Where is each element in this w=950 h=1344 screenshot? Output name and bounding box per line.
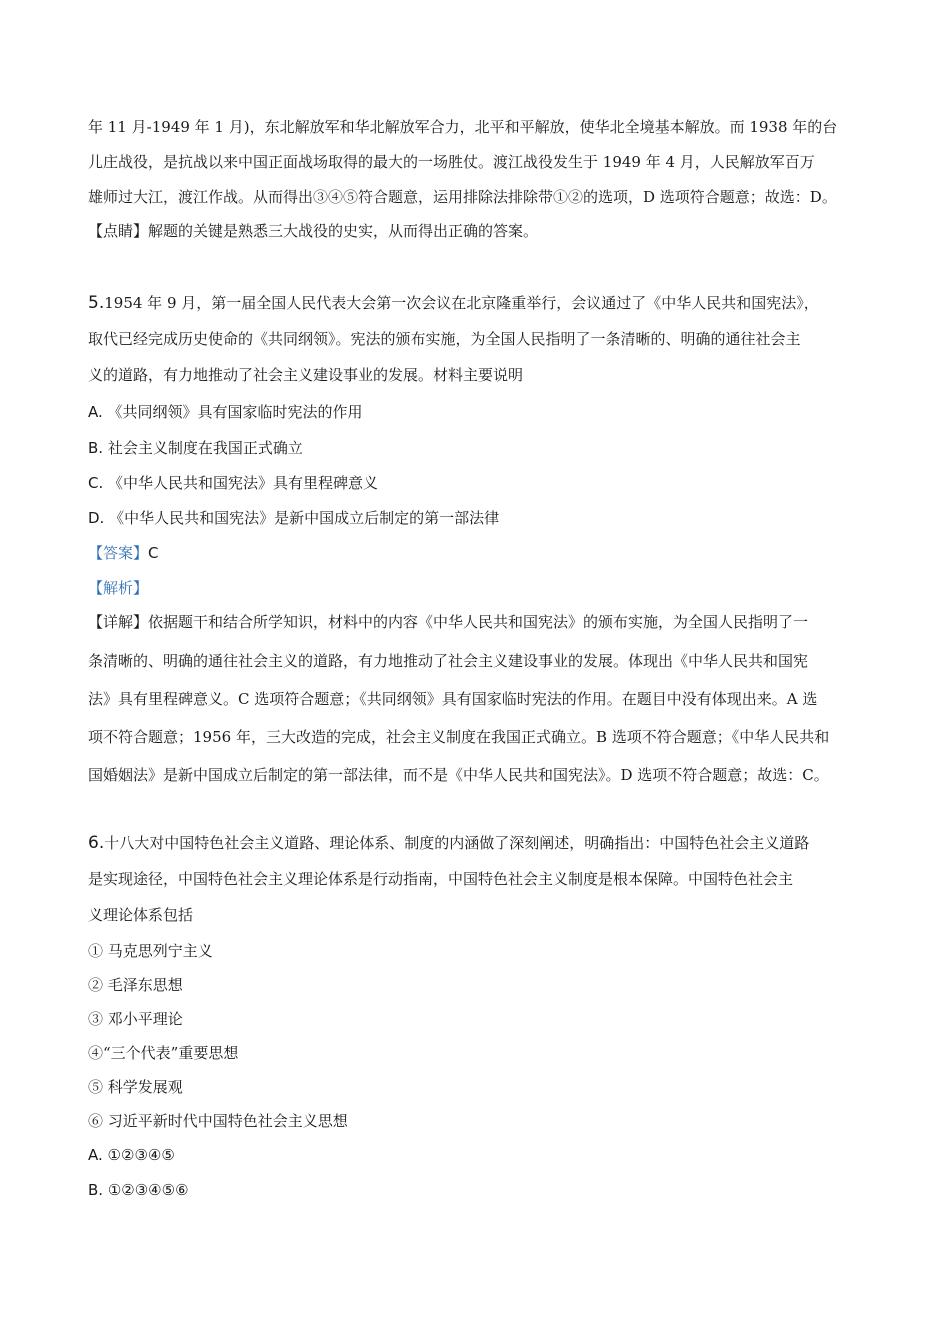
dianjing-tag: 【点睛】 — [88, 222, 149, 240]
q5-option-b-text: 社会主义制度在我国正式确立 — [107, 439, 303, 457]
q6-item-1: ① 马克思列宁主义 — [88, 942, 213, 960]
q5-option-d — [88, 508, 499, 528]
q6-item-5: ⑤ 科学发展观 — [88, 1078, 183, 1096]
q5-detail-text-1: 依据题干和结合所学知识，材料中的内容《中华人民共和国宪法》的颁布实施，为全国人民指明了一 — [148, 613, 809, 631]
q6-option-b-text: ①②③④⑤⑥ — [107, 1181, 189, 1199]
q6-item-4: ④“三个代表”重要思想 — [88, 1044, 239, 1062]
q5-stem-line-1 — [88, 293, 819, 313]
q6-stem-text-1: 十八大对中国特色社会主义道路、理论体系、制度的内涵做了深刻阐述，明确指出：中国特色社会主义道路 — [104, 834, 810, 852]
q5-answer-value: C — [148, 544, 159, 562]
prev-explanation-line-2: 儿庄战役，是抗战以来中国正面战场取得的最大的一场胜仗。渡江战役发生于 1949 年 4 月，人民解放军百万 — [88, 153, 815, 171]
q5-number: 5. — [88, 293, 105, 313]
q5-option-b-letter: B. — [88, 439, 104, 457]
q5-stem-line-2: 取代已经完成历史使命的《共同纲领》。宪法的颁布实施，为全国人民指明了一条清晰的、明确的通往社会主 — [88, 330, 801, 348]
q5-detail-line-2: 条清晰的、明确的通往社会主义的道路，有力地推动了社会主义建设事业的发展。体现出《中华人民共和国宪 — [88, 652, 809, 670]
q5-answer-tag: 【答案】 — [88, 544, 149, 562]
q5-option-a — [88, 402, 363, 422]
q5-detail-line-3: 法》具有里程碑意义。C 选项符合题意；《共同纲领》具有国家临时宪法的作用。在题目中没有体现出来。A 选 — [88, 690, 818, 708]
q6-stem-line-3: 义理论体系包括 — [88, 906, 194, 924]
q6-option-b — [88, 1180, 189, 1200]
q6-item-2: ② 毛泽东思想 — [88, 976, 183, 994]
q6-stem-line-1 — [88, 833, 809, 853]
q5-option-c-text: 《中华人民共和国宪法》具有里程碑意义 — [108, 474, 379, 492]
prev-explanation-line-3: 雄师过大江，渡江作战。从而得出③④⑤符合题意，运用排除法排除带①②的选项，D 选项符合题意；故选：D。 — [88, 188, 837, 206]
prev-explanation-line-1: 年 11 月-1949 年 1 月)，东北解放军和华北解放军合力，北平和平解放，使华北全境基本解放。而 1938 年的台 — [88, 118, 838, 136]
q5-option-c-letter: C. — [88, 474, 104, 492]
q5-stem-line-3: 义的道路，有力地推动了社会主义建设事业的发展。材料主要说明 — [88, 366, 524, 384]
q5-detail-line-5: 国婚姻法》是新中国成立后制定的第一部法律，而不是《中华人民共和国宪法》。D 选项不符合题意；故选：C。 — [88, 766, 829, 784]
dianjing-line — [88, 221, 538, 241]
q5-option-d-text: 《中华人民共和国宪法》是新中国成立后制定的第一部法律 — [109, 509, 500, 527]
q5-option-a-text: 《共同纲领》具有国家临时宪法的作用 — [107, 403, 363, 421]
q6-option-a — [88, 1145, 175, 1165]
q6-stem-line-2: 是实现途径，中国特色社会主义理论体系是行动指南，中国特色社会主义制度是根本保障。中国特色社会主 — [88, 870, 794, 888]
q6-option-a-letter: A. — [88, 1146, 103, 1164]
q5-option-c — [88, 473, 378, 493]
q5-answer-line — [88, 543, 159, 563]
q6-option-a-text: ①②③④⑤ — [107, 1146, 175, 1164]
q5-option-a-letter: A. — [88, 403, 103, 421]
q6-item-6: ⑥ 习近平新时代中国特色社会主义思想 — [88, 1112, 348, 1130]
q5-option-d-letter: D. — [88, 509, 105, 527]
q5-detail-line-4: 项不符合题意；1956 年，三大改造的完成，社会主义制度在我国正式确立。B 选项不符合题意；《中华人民共和 — [88, 728, 830, 746]
q5-option-b — [88, 438, 303, 458]
q6-number: 6. — [88, 833, 105, 853]
q5-analysis-tag: 【解析】 — [88, 579, 149, 597]
q6-option-b-letter: B. — [88, 1181, 104, 1199]
q5-stem-text-1: 1954 年 9 月，第一届全国人民代表大会第一次会议在北京隆重举行，会议通过了《中华人民共和国宪法》， — [104, 294, 819, 312]
q5-detail-line-1 — [88, 612, 808, 632]
q6-item-3: ③ 邓小平理论 — [88, 1010, 183, 1028]
dianjing-text: 解题的关键是熟悉三大战役的史实，从而得出正确的答案。 — [148, 222, 539, 240]
q5-detail-tag: 【详解】 — [88, 613, 149, 631]
